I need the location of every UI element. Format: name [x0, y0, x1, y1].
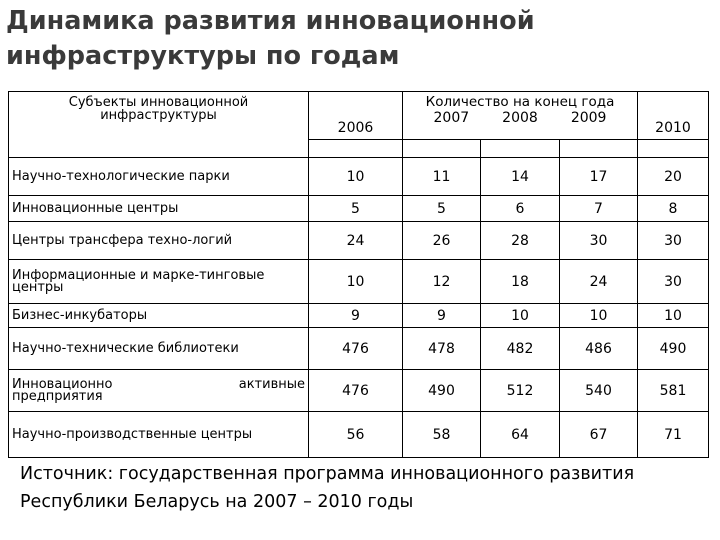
source-line-2: Республики Беларусь на 2007 – 2010 годы	[20, 492, 414, 512]
row-name: Научно-технические библиотеки	[9, 328, 309, 370]
row-name: Бизнес-инкубаторы	[9, 304, 309, 328]
table-row	[9, 196, 709, 222]
table-row	[9, 158, 709, 196]
spacer-cell	[403, 140, 481, 158]
table-row	[9, 222, 709, 260]
value-2008: 14	[481, 158, 560, 196]
value-2007: 490	[403, 370, 481, 412]
value-2008: 6	[481, 196, 560, 222]
title-line-2: инфраструктуры по годам	[6, 41, 400, 71]
value-2009: 486	[560, 328, 638, 370]
value-2008: 10	[481, 304, 560, 328]
value-2010: 30	[638, 260, 709, 304]
row-name-line-2: предприятия	[12, 388, 103, 404]
value-2007: 58	[403, 412, 481, 458]
value-2006: 9	[309, 304, 403, 328]
value-2007: 9	[403, 304, 481, 328]
table-header-row	[9, 92, 709, 140]
value-2009: 7	[560, 196, 638, 222]
year-header-2010: 2010	[638, 92, 709, 140]
table-row	[9, 328, 709, 370]
table-row	[9, 412, 709, 458]
value-2010: 581	[638, 370, 709, 412]
value-2007: 11	[403, 158, 481, 196]
value-2007: 5	[403, 196, 481, 222]
quantity-header	[403, 92, 638, 140]
subject-header-line-1: Субъекты инновационной	[68, 95, 249, 110]
value-2009: 30	[560, 222, 638, 260]
row-name-part-1: Инновационно	[12, 376, 113, 392]
value-2006: 476	[309, 370, 403, 412]
value-2008: 512	[481, 370, 560, 412]
value-2010: 10	[638, 304, 709, 328]
value-2007: 478	[403, 328, 481, 370]
spacer-cell	[638, 140, 709, 158]
value-2010: 490	[638, 328, 709, 370]
value-2009: 24	[560, 260, 638, 304]
year-header-2009: 2009	[570, 110, 607, 126]
spacer-cell	[309, 140, 403, 158]
table-row	[9, 304, 709, 328]
value-2006: 476	[309, 328, 403, 370]
row-name-part-2: активные	[238, 376, 305, 392]
value-2008: 64	[481, 412, 560, 458]
value-2009: 10	[560, 304, 638, 328]
source-line-1: Источник: государственная программа инновационного развития	[20, 464, 635, 484]
value-2008: 482	[481, 328, 560, 370]
value-2007: 26	[403, 222, 481, 260]
row-name: Центры транcфера техно-логий	[9, 222, 309, 260]
source-note	[20, 460, 710, 516]
year-header-2006: 2006	[309, 92, 403, 140]
value-2009: 540	[560, 370, 638, 412]
row-name-line-2: центры	[12, 279, 64, 295]
year-header-2007: 2007	[433, 110, 470, 126]
title-line-1: Динамика развития инновационной	[6, 6, 535, 36]
value-2006: 24	[309, 222, 403, 260]
value-2008: 28	[481, 222, 560, 260]
value-2008: 18	[481, 260, 560, 304]
value-2006: 56	[309, 412, 403, 458]
innovation-infrastructure-table	[8, 91, 709, 458]
table-row	[9, 370, 709, 412]
year-subheaders	[403, 110, 637, 126]
value-2007: 12	[403, 260, 481, 304]
value-2009: 17	[560, 158, 638, 196]
row-name	[9, 370, 309, 412]
row-name: Инновационные центры	[9, 196, 309, 222]
value-2009: 67	[560, 412, 638, 458]
row-name-line-1: Информационные и марке-тинговые	[12, 267, 265, 283]
quantity-header-label: Количество на конец года	[425, 94, 615, 110]
row-name	[9, 260, 309, 304]
year-header-2008: 2008	[502, 110, 538, 126]
table-row	[9, 260, 709, 304]
value-2006: 10	[309, 260, 403, 304]
subject-header-line-2: инфраструктуры	[100, 108, 217, 123]
value-2010: 71	[638, 412, 709, 458]
row-name: Научно-производственные центры	[9, 412, 309, 458]
spacer-cell	[481, 140, 560, 158]
value-2010: 30	[638, 222, 709, 260]
subject-column-header	[9, 92, 309, 158]
value-2006: 5	[309, 196, 403, 222]
spacer-cell	[560, 140, 638, 158]
page-title	[6, 4, 606, 74]
value-2010: 20	[638, 158, 709, 196]
value-2010: 8	[638, 196, 709, 222]
value-2006: 10	[309, 158, 403, 196]
row-name: Научно-технологические парки	[9, 158, 309, 196]
